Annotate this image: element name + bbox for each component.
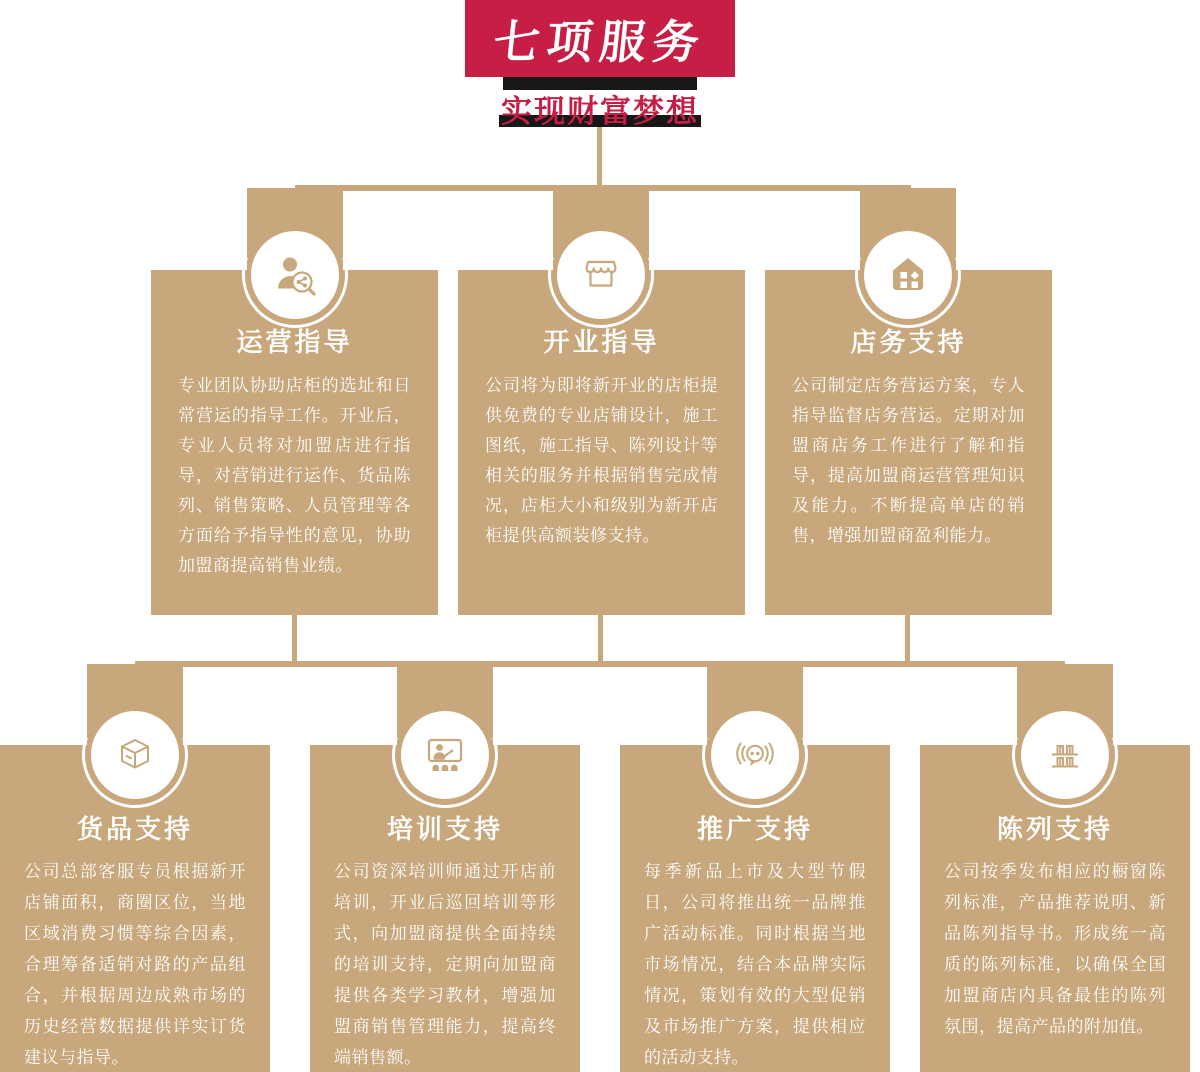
connector-vertical xyxy=(905,615,910,667)
house-icon xyxy=(884,251,932,299)
icon-badge xyxy=(702,702,808,808)
training-presentation-icon xyxy=(421,731,469,779)
badge-disc xyxy=(251,231,339,319)
icon-badge xyxy=(1012,702,1118,808)
broadcast-promotion-icon xyxy=(731,731,779,779)
connector-vertical xyxy=(598,615,603,667)
badge-disc xyxy=(91,711,179,799)
page-subtitle: 实现财富梦想 xyxy=(501,94,699,130)
badge-disc xyxy=(711,711,799,799)
card-text: 公司按季发布相应的橱窗陈列标准，产品推荐说明、新品陈列指导书。形成统一高质的陈列标准，以确保全国加盟商店内具备最佳的陈列氛围，提高产品的附加值。 xyxy=(944,862,1166,1037)
page-title: 七项服务 xyxy=(490,14,709,69)
card-text: 公司总部客服专员根据新开店铺面积，商圈区位，当地区域消费习惯等综合因素，合理筹备适销对路的产品组合，并根据周边成熟市场的历史经营数据提供详实订货建议与指导。 xyxy=(24,862,246,1068)
badge-disc xyxy=(557,231,645,319)
badge-disc xyxy=(401,711,489,799)
card-title: 运营指导 xyxy=(236,328,353,358)
card-title: 店务支持 xyxy=(850,328,967,358)
card-title: 推广支持 xyxy=(696,815,813,845)
card-text: 每季新品上市及大型节假日，公司将推出统一品牌推广活动标准。同时根据当地市场情况，结合本品牌实际情况，策划有效的大型促销及市场推广方案，提供相应的活动支持。 xyxy=(644,862,866,1068)
card-text: 公司将为即将新开业的店柜提供免费的专业店铺设计，施工图纸，施工指导、陈列设计等相关的服务并根据销售完成情况，店柜大小和级别为新开店柜提供高额装修支持。 xyxy=(485,376,718,546)
connector-horizontal-bottom xyxy=(135,661,1065,667)
icon-badge xyxy=(548,222,654,328)
card-title: 培训支持 xyxy=(386,815,503,845)
display-shelf-icon xyxy=(1041,731,1089,779)
card-text: 公司资深培训师通过开店前培训，开业后巡回培训等形式，向加盟商提供全面持续的培训支持，定期向加盟商提供各类学习教材，增强加盟商销售管理能力，提高终端销售额。 xyxy=(334,862,556,1068)
icon-badge xyxy=(242,222,348,328)
title-banner xyxy=(465,0,735,77)
package-box-icon xyxy=(111,731,159,779)
icon-badge xyxy=(82,702,188,808)
icon-badge xyxy=(855,222,961,328)
icon-badge xyxy=(392,702,498,808)
card-title: 陈列支持 xyxy=(996,815,1113,845)
badge-disc xyxy=(1021,711,1109,799)
storefront-icon xyxy=(577,251,625,299)
card-text: 公司制定店务营运方案，专人指导监督店务营运。定期对加盟商店务工作进行了解和指导，提高加盟商运营管理知识及能力。不断提高单店的销售，增强加盟商盈利能力。 xyxy=(792,376,1025,546)
connector-vertical xyxy=(292,615,297,667)
card-title: 开业指导 xyxy=(543,328,660,358)
badge-disc xyxy=(864,231,952,319)
connector-vertical-root xyxy=(597,127,602,189)
card-title: 货品支持 xyxy=(76,815,193,845)
person-analytics-icon xyxy=(271,251,319,299)
card-text: 专业团队协助店柜的选址和日常营运的指导工作。开业后，专业人员将对加盟店进行指导，对营销进行运作、货品陈列、销售策略、人员管理等各方面给予指导性的意见，协助加盟商提高销售业绩。 xyxy=(178,376,411,576)
